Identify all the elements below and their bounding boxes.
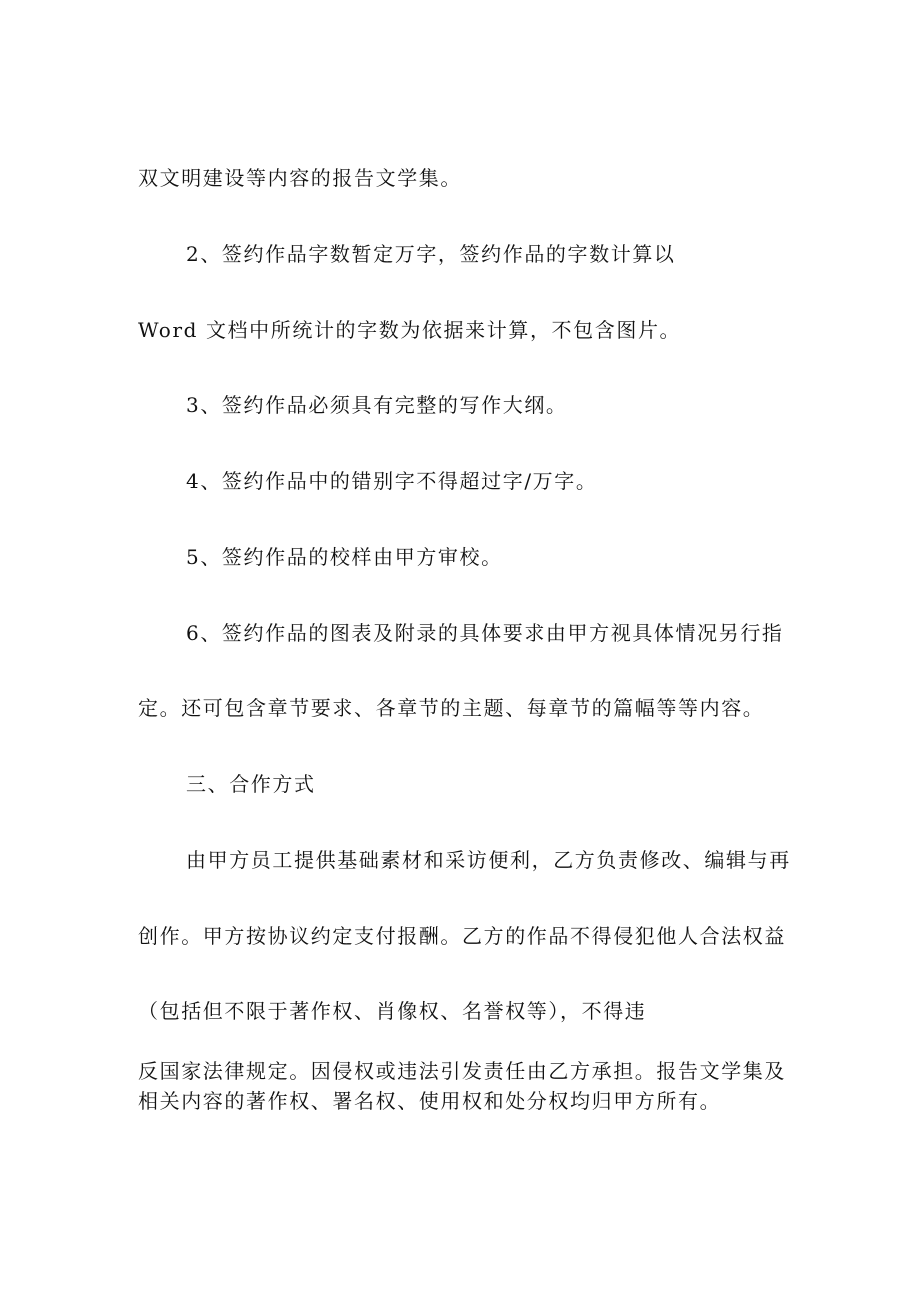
text-line-4: 3、签约作品必须具有完整的写作大纲。 bbox=[186, 393, 568, 417]
text-line-12: （包括但不限于著作权、肖像权、名誉权等），不得违 bbox=[138, 999, 647, 1023]
text-line-1: 双文明建设等内容的报告文学集。 bbox=[138, 166, 462, 190]
text-line-13: 反国家法律规定。因侵权或违法引发责任由乙方承担。报告文学集及 bbox=[138, 1059, 786, 1083]
text-line-3: Word 文档中所统计的字数为依据来计算，不包含图片。 bbox=[138, 318, 682, 342]
text-line-8: 定。还可包含章节要求、各章节的主题、每章节的篇幅等等内容。 bbox=[138, 696, 765, 720]
text-line-5: 4、签约作品中的错别字不得超过字/万字。 bbox=[186, 469, 598, 493]
text-line-7: 6、签约作品的图表及附录的具体要求由甲方视具体情况另行指 bbox=[186, 621, 784, 645]
text-line-10: 由甲方员工提供基础素材和采访便利，乙方负责修改、编辑与再 bbox=[186, 848, 791, 872]
text-line-2: 2、签约作品字数暂定万字，签约作品的字数计算以 bbox=[186, 242, 676, 266]
section-heading: 三、合作方式 bbox=[186, 772, 316, 796]
text-line-14: 相关内容的著作权、署名权、使用权和处分权均归甲方所有。 bbox=[138, 1089, 722, 1113]
text-line-11: 创作。甲方按协议约定支付报酬。乙方的作品不得侵犯他人合法权益 bbox=[138, 924, 786, 948]
text-line-6: 5、签约作品的校样由甲方审校。 bbox=[186, 545, 503, 569]
